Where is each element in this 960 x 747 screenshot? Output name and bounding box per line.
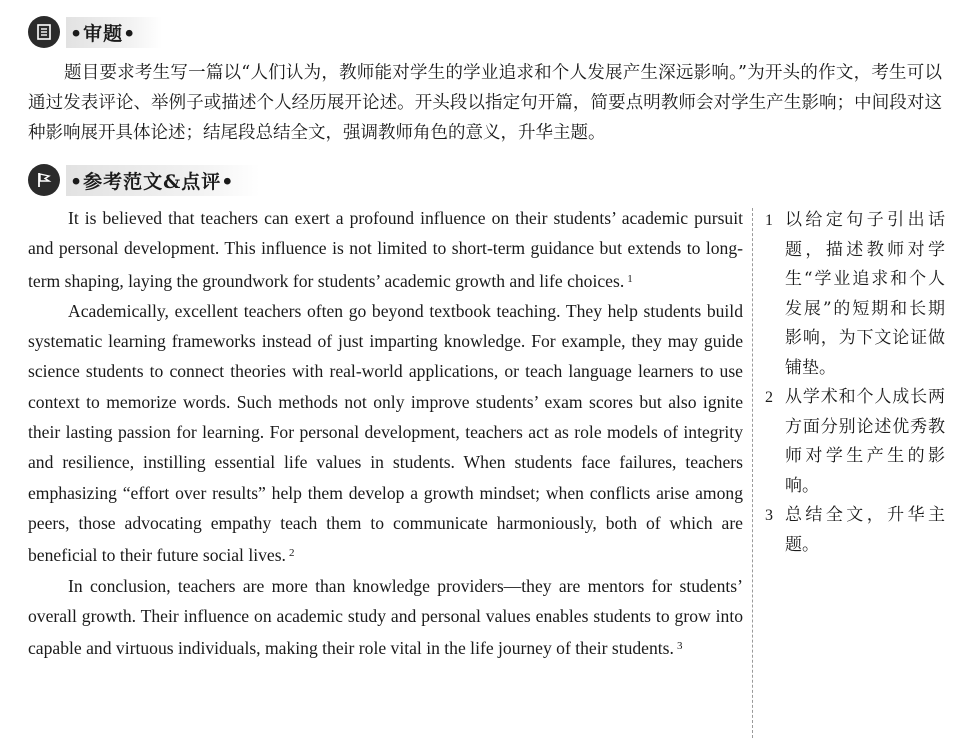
section-title-sample: •参考范文&点评•: [66, 165, 260, 196]
note-item: [765, 206, 945, 383]
essay-paragraph-2-text: Academically, excellent teachers often go beyond textbook teaching. They help students build systematic learning frameworks instead of just imparting knowledge. For example, they may guide science students to connect theories with real-world applications, or teach language learners to use context to memorize words. Such methods not only improve students’ exam scores but also ignite their lasting passion for learning. For personal development, teachers act as role models of integrity and resilience, instilling essential life values in students. When students face failures, teachers emphasizing “effort over results” help them develop a growth mindset; when conflicts arise among peers, those advocating empathy teach them to communicate harmoniously, both of which are beneficial to their future social lives.: [28, 300, 743, 566]
note-number: 2: [765, 389, 773, 406]
essay-paragraph-3-text: In conclusion, teachers are more than knowledge providers—they are mentors for students’ overall growth. Their influence on academic study and personal values enables students to grow into capable and virtuous individuals, making their role vital in the life journey of their students.: [28, 575, 743, 659]
footnote-ref-3: 3: [676, 640, 683, 653]
note-item: [765, 501, 945, 560]
flag-icon: [28, 164, 60, 196]
section-header-review: [28, 16, 162, 48]
sample-essay: [28, 203, 743, 663]
document-icon: [28, 16, 60, 48]
review-paragraph: 题目要求考生写一篇以“人们认为，教师能对学生的学业追求和个人发展产生深远影响。”为开头的作文，考生可以通过发表评论、举例子或描述个人经历展开论述。开头段以指定句开篇，简要点明教师会对学生产生影响；中间段对这种影响展开具体论述；结尾段总结全文，强调教师角色的意义，升华主题。: [28, 63, 942, 143]
footnote-ref-2: 2: [288, 547, 295, 560]
note-number: 1: [765, 212, 773, 229]
column-divider: [752, 208, 753, 738]
note-number: 3: [765, 507, 773, 524]
note-item: [765, 383, 945, 501]
essay-paragraph-3: [28, 571, 743, 664]
essay-paragraph-2: [28, 296, 743, 571]
footnote-ref-1: 1: [627, 272, 633, 285]
section-title-review: •审题•: [66, 17, 162, 48]
essay-paragraph-1: [28, 203, 743, 296]
note-text: 从学术和个人成长两方面分别论述优秀教师对学生产生的影响。: [785, 387, 945, 496]
essay-paragraph-1-text: It is believed that teachers can exert a profound influence on their students’ academic pursuit and personal development. This influence is not limited to short-term guidance but extends to long-term shaping, laying the groundwork for students’ academic growth and life choices.: [28, 208, 743, 291]
note-text: 总结全文，升华主题。: [785, 505, 945, 555]
note-text: 以给定句子引出话题，描述教师对学生“学业追求和个人发展”的短期和长期影响，为下文论证做铺垫。: [785, 210, 945, 378]
comment-notes: [765, 206, 945, 560]
section-header-sample: [28, 164, 260, 196]
